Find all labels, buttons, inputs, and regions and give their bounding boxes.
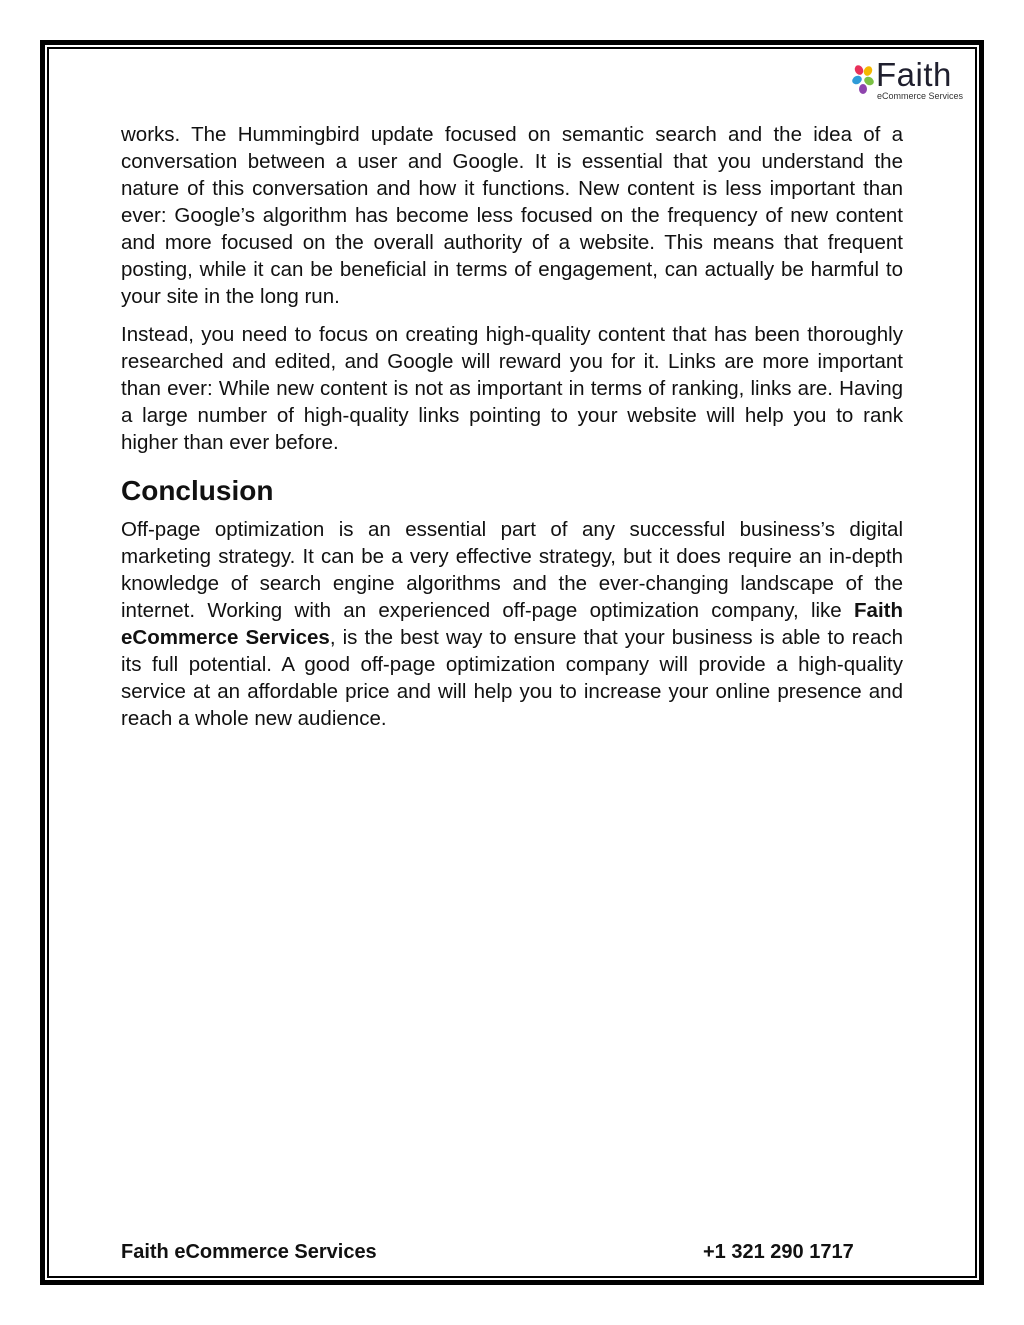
section-heading: Conclusion — [121, 475, 274, 506]
logo-subtitle: eCommerce Services — [877, 91, 964, 101]
logo-wordmark: Faith — [876, 56, 952, 93]
footer-phone: +1 321 290 1717 — [703, 1241, 854, 1263]
body-paragraph: Instead, you need to focus on creating high-quality content that has been thoroughly researched and edited, and Google will reward you for it. Links are more important than ever: While new content is not as important in terms of ranking, links are. Having a large number of high-quality links pointing to your website will help you to rank higher than ever before. — [121, 323, 903, 454]
flower-logo-icon — [851, 63, 875, 97]
company-name-bold: Faith eCommerce Services — [121, 599, 903, 649]
body-paragraph — [121, 516, 903, 732]
body-paragraph: works. The Hummingbird update focused on semantic search and the idea of a conversation between a user and Google. It is essential that you understand the nature of this conversation and how it functions. New content is less important than ever: Google’s algorithm has become less focused on the frequency of new content and more focused on the overall authority of a website. This means that frequent posting, while it can be beneficial in terms of engagement, can actually be harmful to your site in the long run. — [121, 123, 903, 308]
paragraph-text: , is the best way to ensure that your business is able to reach its full potential. A good off-page optimization company will provide a high-quality service at an affordable price and will help you to increase your online presence and reach a whole new audience. — [121, 626, 903, 730]
faith-logo — [851, 56, 964, 106]
document-body — [121, 121, 903, 743]
paragraph-text: Off-page optimization is an essential part of any successful business’s digital marketing strategy. It can be a very effective strategy, but it does require an in-depth knowledge of search engine algorithms and the ever-changing landscape of the internet. Working with an experienced off-page optimization company, like — [121, 518, 903, 622]
footer-company: Faith eCommerce Services — [121, 1241, 377, 1263]
